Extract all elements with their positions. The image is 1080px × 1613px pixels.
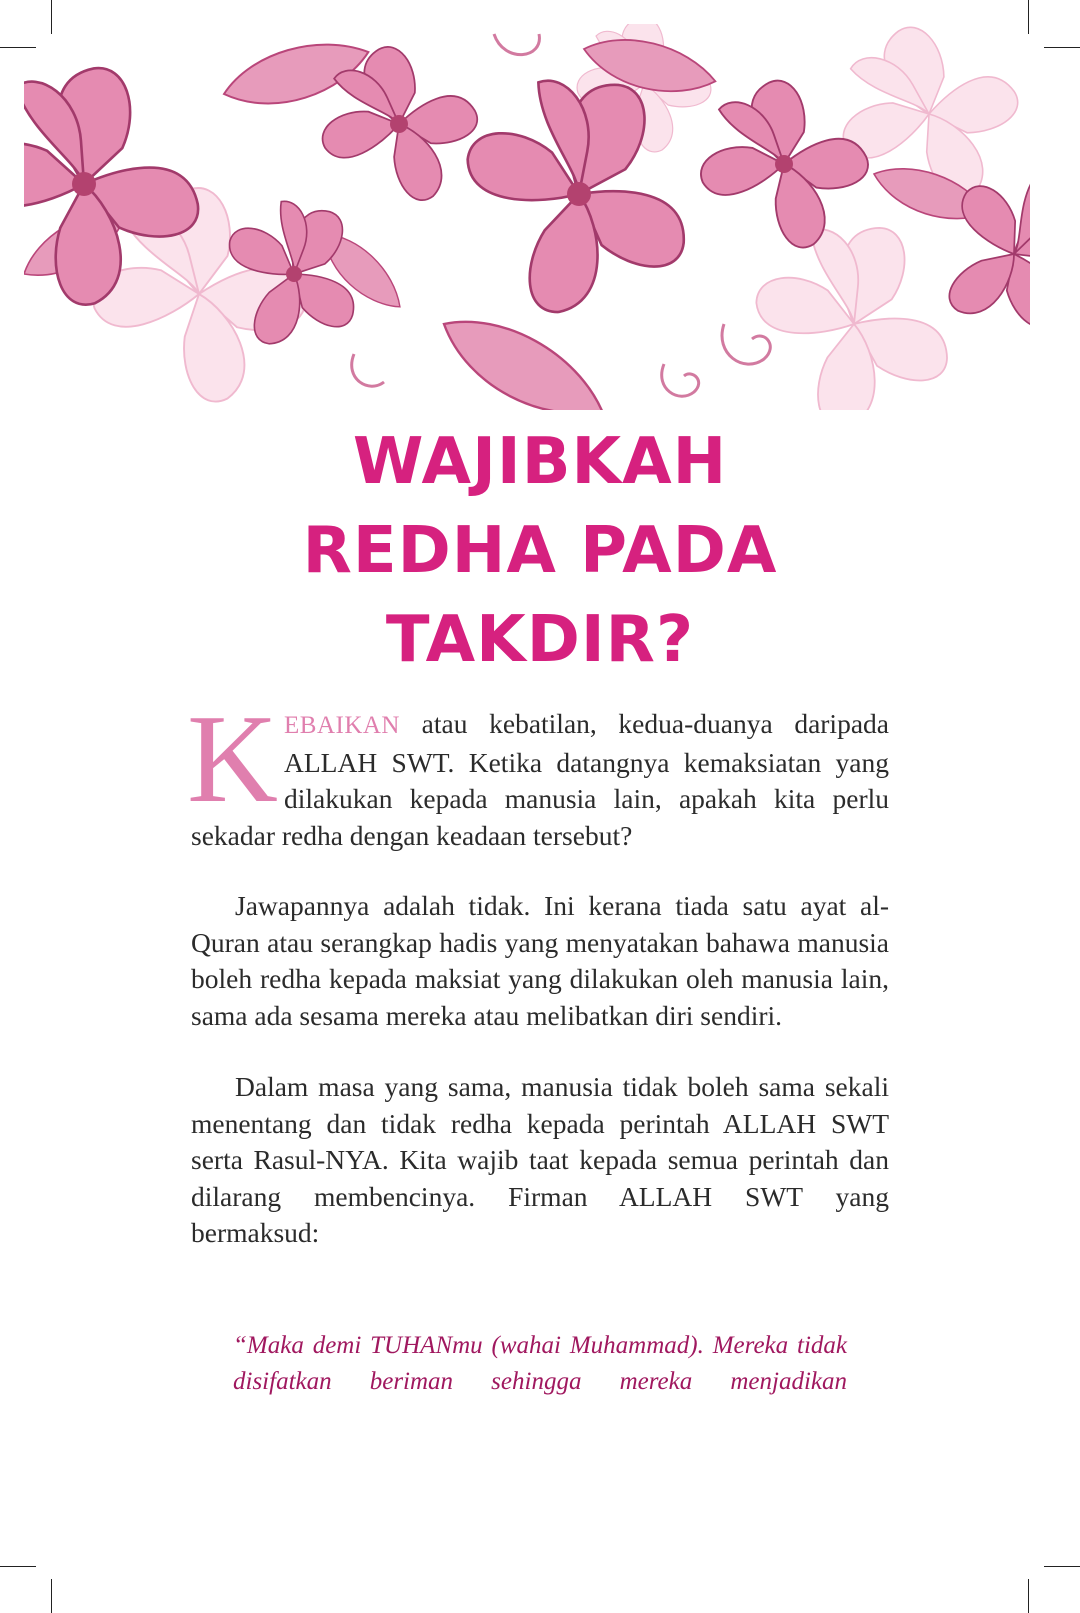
- crop-mark-top-right-h: [1044, 47, 1080, 48]
- paragraph-3: Dalam masa yang sama, manusia tidak boleh sama sekali menentang dan tidak redha kepada perintah ALLAH SWT serta Rasul-NYA. Kita wajib taat kepada semua perintah dan dilarang membencinya. Firman ALLAH SWT yang bermaksud:: [191, 1071, 889, 1248]
- paragraph-2: Jawapannya adalah tidak. Ini kerana tiada satu ayat al-Quran atau serangkap hadis yang menyatakan bahawa manusia boleh redha kepada maksiat yang dilakukan oleh manusia lain, sama ada sesama mereka atau melibatkan diri sendiri.: [191, 890, 889, 1031]
- crop-mark-bottom-right-h: [1044, 1566, 1080, 1567]
- title-line-1: WAJIBKAH: [352, 425, 728, 499]
- lead-in-text: EBAIKAN: [284, 712, 400, 739]
- article-body: [187, 690, 889, 1252]
- quran-quote: “Maka demi TUHANmu (wahai Muhammad). Mereka tidak disifatkan beriman sehingga mereka menjadikan: [233, 1332, 847, 1395]
- drop-cap: K: [187, 690, 278, 829]
- paragraph-1: [187, 690, 889, 854]
- crop-mark-bottom-right-v: [1028, 1579, 1029, 1613]
- crop-mark-bottom-left-v: [51, 1579, 52, 1613]
- page-title: [0, 418, 1080, 685]
- floral-banner-illustration: [24, 24, 1030, 410]
- title-line-2: REDHA PADA: [302, 514, 778, 588]
- paragraph-1-text: atau kebatilan, kedua-duanya daripada ALLAH SWT. Ketika datangnya kemaksiatan yang dilakukan kepada manusia lain, apakah kita perlu sekadar redha dengan keadaan tersebut?: [191, 708, 889, 851]
- title-line-3: TAKDIR?: [385, 603, 695, 677]
- crop-mark-bottom-left-h: [0, 1566, 36, 1567]
